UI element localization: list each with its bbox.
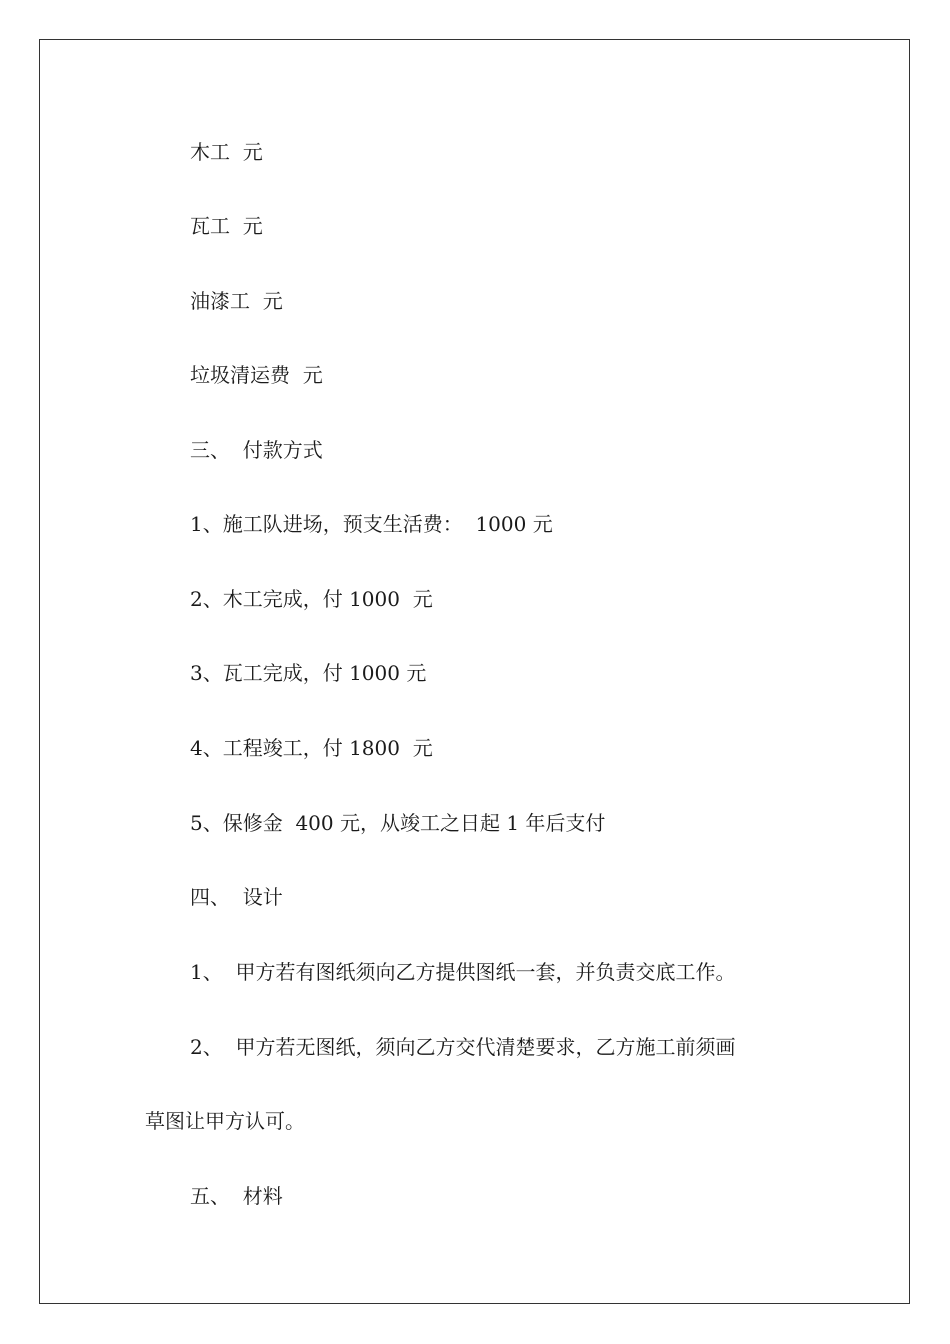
line-waste-removal: 垃圾清运费 元 [190, 363, 323, 387]
design-item-1: 1、 甲方若有图纸须向乙方提供图纸一套，并负责交底工作。 [190, 960, 736, 984]
design-item-2: 2、 甲方若无图纸，须向乙方交代清楚要求，乙方施工前须画 [190, 1035, 736, 1059]
section-heading-materials: 五、 材料 [190, 1184, 283, 1208]
payment-item-1: 1、施工队进场，预支生活费： 1000 元 [190, 512, 553, 536]
payment-item-2: 2、木工完成，付 1000 元 [190, 587, 433, 611]
section-heading-payment: 三、 付款方式 [190, 438, 323, 462]
payment-item-5: 5、保修金 400 元，从竣工之日起 1 年后支付 [190, 811, 606, 835]
line-painting: 油漆工 元 [190, 289, 283, 313]
line-masonry: 瓦工 元 [190, 214, 263, 238]
design-item-2-continued: 草图让甲方认可。 [145, 1109, 305, 1133]
line-carpentry: 木工 元 [190, 140, 263, 164]
payment-item-3: 3、瓦工完成，付 1000 元 [190, 661, 427, 685]
payment-item-4: 4、工程竣工，付 1800 元 [190, 736, 433, 760]
section-heading-design: 四、 设计 [190, 885, 283, 909]
